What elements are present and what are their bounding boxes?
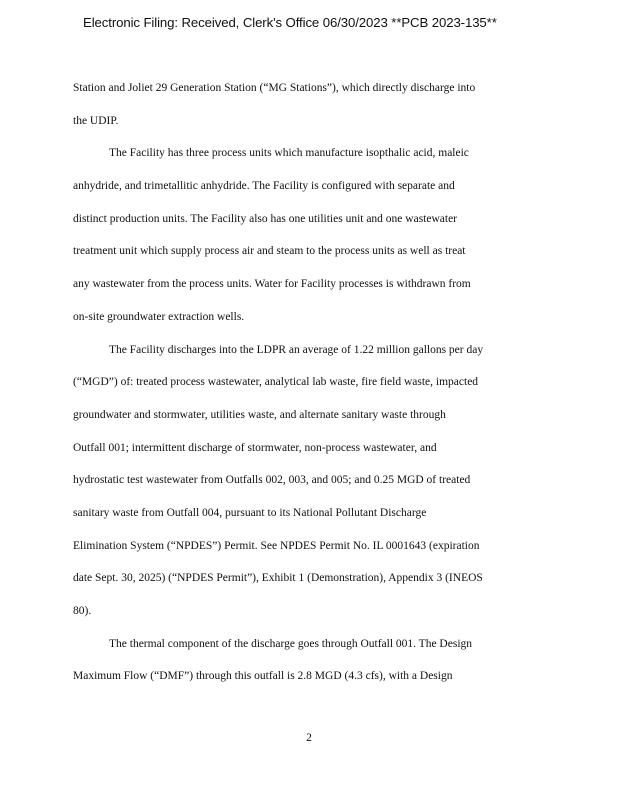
text-line: Station and Joliet 29 Generation Station (“MG Stations”), which directly discharge into bbox=[73, 82, 476, 94]
paragraph-first-line: The thermal component of the discharge goes through Outfall 001. The Design bbox=[109, 637, 473, 650]
text-line: distinct production units. The Facility also has one utilities unit and one wastewater bbox=[73, 212, 458, 225]
document-body bbox=[73, 72, 513, 693]
text-line: treatment unit which supply process air and steam to the process units as well as treat bbox=[73, 245, 466, 258]
page-number: 2 bbox=[306, 732, 312, 744]
text-line: Maximum Flow (“DMF”) through this outfall is 2.8 MGD (4.3 cfs), with a Design bbox=[73, 670, 453, 683]
text-line: date Sept. 30, 2025) (“NPDES Permit”), Exhibit 1 (Demonstration), Appendix 3 (INEOS bbox=[73, 572, 483, 585]
text-line: groundwater and stormwater, utilities waste, and alternate sanitary waste through bbox=[73, 408, 446, 421]
text-line: sanitary waste from Outfall 004, pursuant to its National Pollutant Discharge bbox=[73, 506, 427, 519]
filing-stamp-header: Electronic Filing: Received, Clerk's Office 06/30/2023 **PCB 2023-135** bbox=[83, 15, 497, 30]
paragraph-first-line: The Facility discharges into the LDPR an average of 1.22 million gallons per day bbox=[109, 343, 484, 356]
text-line: any wastewater from the process units. Water for Facility processes is withdrawn from bbox=[73, 278, 471, 291]
paragraph-first-line: The Facility has three process units which manufacture isopthalic acid, maleic bbox=[109, 147, 469, 160]
text-line: 80). bbox=[73, 605, 92, 617]
text-line: Outfall 001; intermittent discharge of stormwater, non-process wastewater, and bbox=[73, 441, 437, 454]
text-line: the UDIP. bbox=[73, 114, 119, 127]
text-line: hydrostatic test wastewater from Outfalls 002, 003, and 005; and 0.25 MGD of treated bbox=[73, 474, 471, 487]
text-line: on-site groundwater extraction wells. bbox=[73, 310, 245, 323]
text-line: anhydride, and trimetallitic anhydride. The Facility is configured with separate and bbox=[73, 180, 455, 193]
text-line: Elimination System (“NPDES”) Permit. See NPDES Permit No. IL 0001643 (expiration bbox=[73, 539, 480, 552]
text-line: (“MGD”) of: treated process wastewater, analytical lab waste, fire field waste, impacted bbox=[73, 376, 479, 389]
